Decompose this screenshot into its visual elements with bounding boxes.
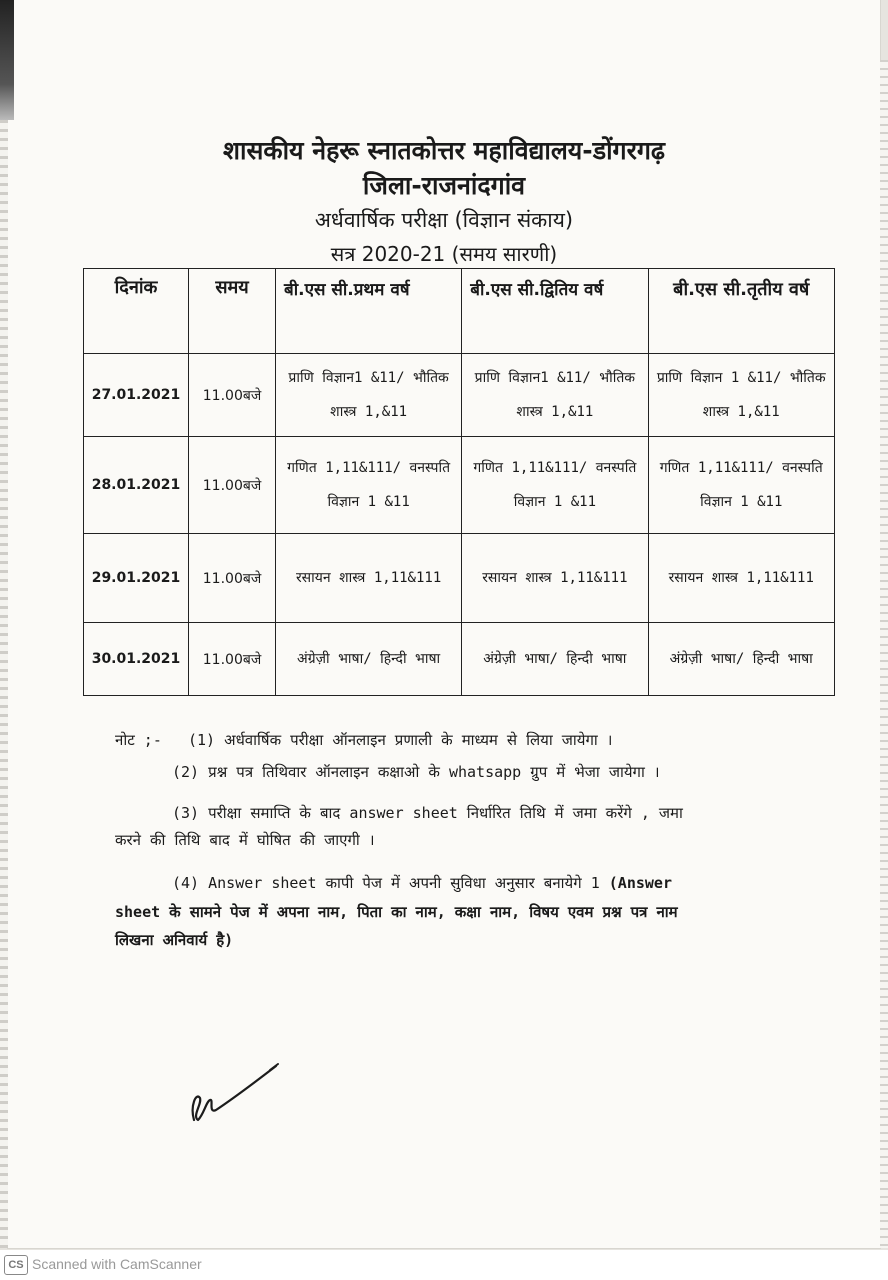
row-year1-subject: प्राणि विज्ञान1 &11/ भौतिक शास्त्र 1,&11 [276,354,462,437]
row-year1-subject: गणित 1,11&111/ वनस्पति विज्ञान 1 &11 [276,437,462,534]
note-3-line2: करने की तिथि बाद में घोषित की जाएगी । [115,831,375,849]
note-4-line1-b: (Answer [608,874,672,892]
row-date: 28.01.2021 [84,437,189,534]
header-year1: बी.एस सी.प्रथम वर्ष [276,269,462,354]
note-1-text: (1) अर्धवार्षिक परीक्षा ऑनलाइन प्रणाली के माध्यम से लिया जायेगा । [188,731,613,749]
camscanner-logo-icon: CS [4,1255,28,1275]
note-4-line1-a: (4) Answer sheet कापी पेज में अपनी सुविधा अनुसार बनायेगे 1 [172,874,609,892]
header-time: समय [189,269,276,354]
camscanner-text: Scanned with CamScanner [32,1256,202,1272]
district-name: जिला-राजनांदगांव [362,171,526,200]
row-year1-subject: अंग्रेज़ी भाषा/ हिन्दी भाषा [276,623,462,696]
signature [180,1058,290,1130]
scanner-footer [0,1250,888,1280]
row-year2-subject: प्राणि विज्ञान1 &11/ भौतिक शास्त्र 1,&11 [462,354,648,437]
paper-edge-left [0,120,8,1248]
exam-title: अर्धवार्षिक परीक्षा (विज्ञान संकाय) [314,208,574,232]
row-date: 27.01.2021 [84,354,189,437]
note-4-line2: sheet के सामने पेज में अपना नाम, पिता का नाम, कक्षा नाम, विषय एवम प्रश्न पत्र नाम [115,903,678,921]
note-2-text: (2) प्रश्न पत्र तिथिवार ऑनलाइन कक्षाओ के whatsapp ग्रुप में भेजा जायेगा । [172,763,660,781]
row-year3-subject: रसायन शास्त्र 1,11&111 [648,534,835,623]
row-year3-subject: अंग्रेज़ी भाषा/ हिन्दी भाषा [648,623,835,696]
row-year3-subject: प्राणि विज्ञान 1 &11/ भौतिक शास्त्र 1,&11 [648,354,835,437]
note-4-line3: लिखना अनिवार्य है) [115,931,234,949]
row-year2-subject: गणित 1,11&111/ वनस्पति विज्ञान 1 &11 [462,437,648,534]
table-row [84,534,835,623]
row-time: 11.00बजे [189,437,276,534]
header-year2: बी.एस सी.द्वितिय वर्ष [462,269,648,354]
note-lead: नोट ;- [115,731,162,749]
row-date: 30.01.2021 [84,623,189,696]
row-time: 11.00बजे [189,534,276,623]
paper-edge-right [880,60,888,1248]
row-year1-subject: रसायन शास्त्र 1,11&111 [276,534,462,623]
row-year2-subject: रसायन शास्त्र 1,11&111 [462,534,648,623]
header-year3: बी.एस सी.तृतीय वर्ष [648,269,835,354]
header-date: दिनांक [84,269,189,354]
session-title: सत्र 2020-21 (समय सारणी) [330,242,558,266]
row-time: 11.00बजे [189,354,276,437]
row-date: 29.01.2021 [84,534,189,623]
table-header-row [84,269,835,354]
note-4-line1 [172,873,672,893]
note-3-line1: (3) परीक्षा समाप्ति के बाद answer sheet निर्धारित तिथि में जमा करेंगे , जमा [172,804,683,822]
row-year2-subject: अंग्रेज़ी भाषा/ हिन्दी भाषा [462,623,648,696]
row-time: 11.00बजे [189,623,276,696]
timetable [83,268,835,696]
row-year3-subject: गणित 1,11&111/ वनस्पति विज्ञान 1 &11 [648,437,835,534]
college-name: शासकीय नेहरू स्नातकोत्तर महाविद्यालय-डोंगरगढ़ [223,136,665,165]
table-row [84,437,835,534]
scan-shadow [0,0,14,120]
table-row [84,354,835,437]
table-row [84,623,835,696]
